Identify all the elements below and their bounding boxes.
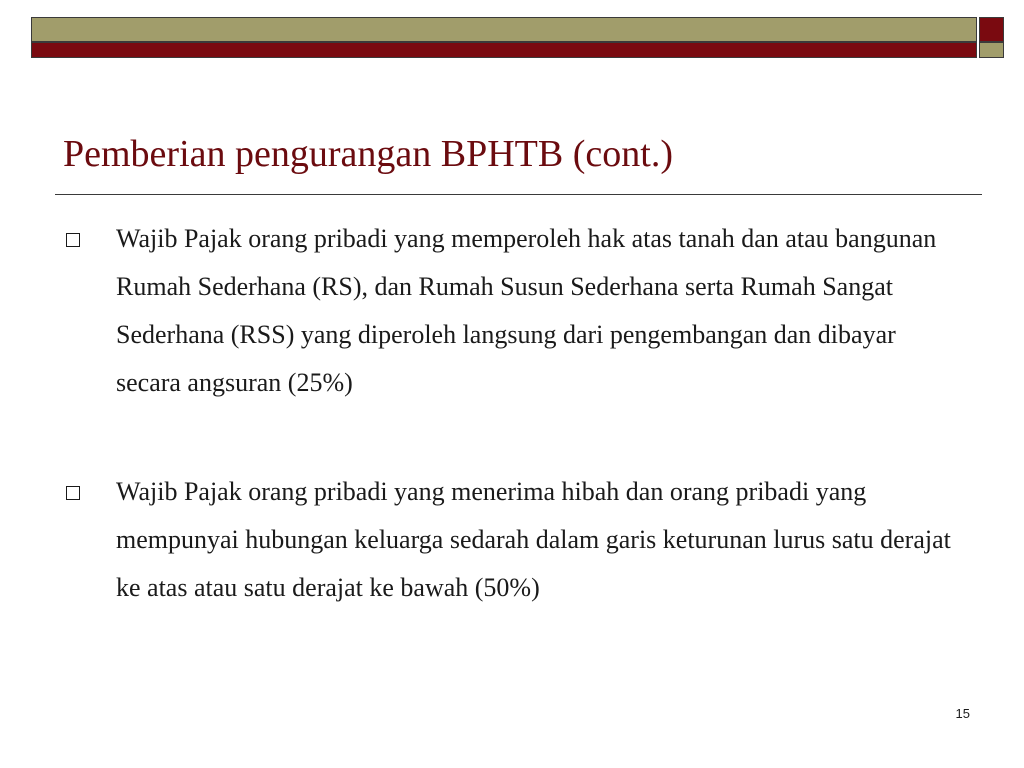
bullet-text-2: Wajib Pajak orang pribadi yang menerima hibah dan orang pribadi yang mempunyai hubungan keluarga sedarah dalam garis keturunan lurus satu derajat ke atas atau satu derajat ke bawah (50%) <box>116 477 951 602</box>
hollow-square-bullet-icon <box>66 486 80 500</box>
header-maroon-bar <box>31 42 977 58</box>
header-olive-bar <box>31 17 977 42</box>
title-divider <box>55 194 982 195</box>
hollow-square-bullet-icon <box>66 233 80 247</box>
header-maroon-square <box>979 17 1004 42</box>
page-number: 15 <box>955 706 970 721</box>
bullet-text-1: Wajib Pajak orang pribadi yang memperoleh hak atas tanah dan atau bangunan Rumah Sederhana (RS), dan Rumah Susun Sederhana serta Rumah Sangat Sederhana (RSS) yang diperoleh langsung dari pengembangan dan dibayar secara angsuran (25%) <box>116 224 937 397</box>
header-olive-square <box>979 42 1004 58</box>
slide-title: Pemberian pengurangan BPHTB (cont.) <box>63 133 673 175</box>
